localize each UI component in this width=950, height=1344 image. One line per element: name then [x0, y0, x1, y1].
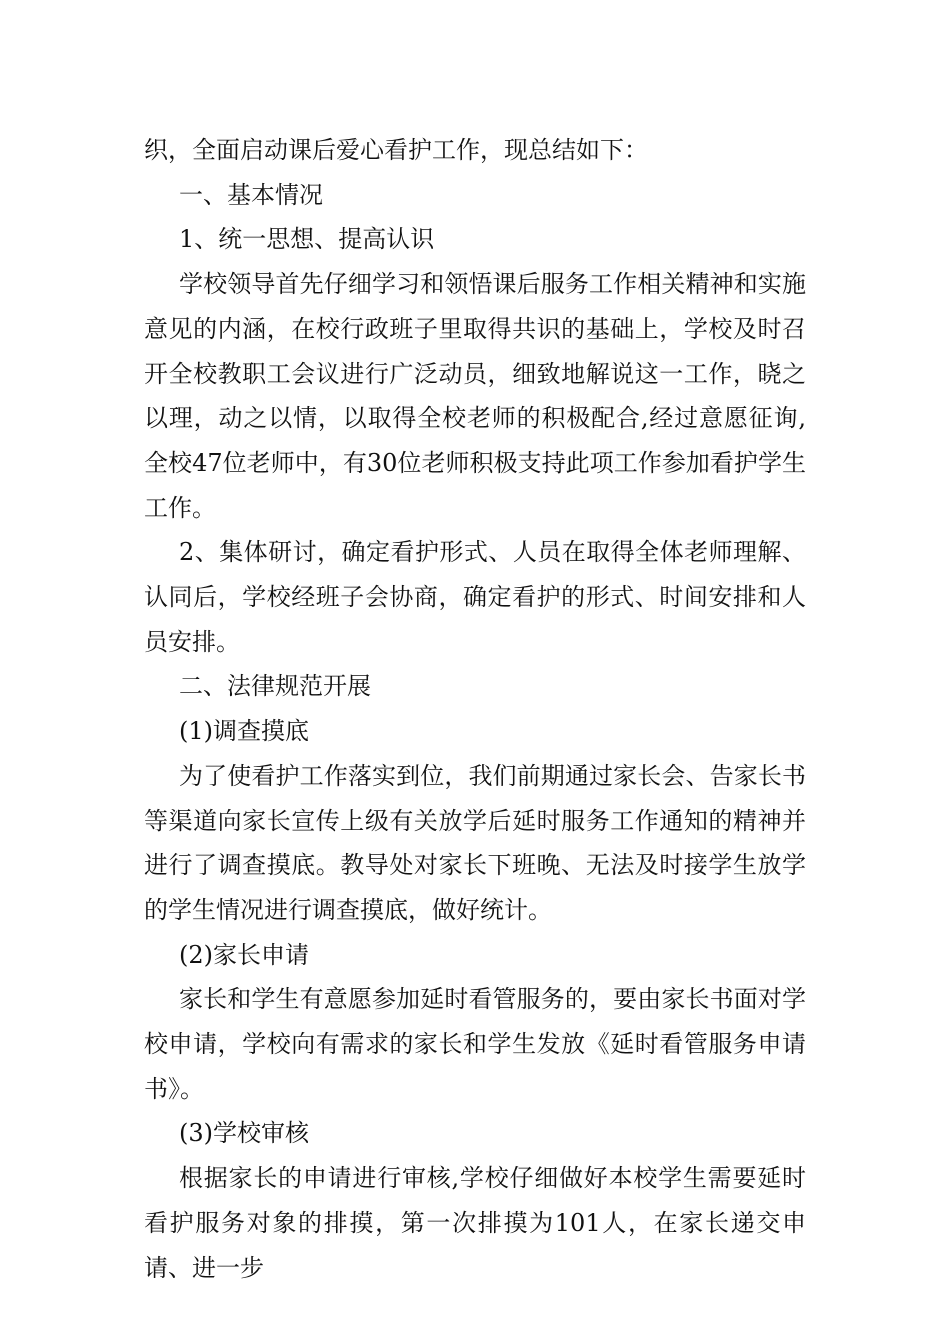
- paragraph-collective-discussion: 2、集体研讨，确定看护形式、人员在取得全体老师理解、认同后，学校经班子会协商，确定看护的形式、时间安排和人员安排。: [144, 538, 806, 656]
- paragraph-survey: 为了使看护工作落实到位，我们前期通过家长会、告家长书等渠道向家长宣传上级有关放学后延时服务工作通知的精神并进行了调查摸底。教导处对家长下班晚、无法及时接学生放学的学生情况进行调查摸底，做好统计。: [144, 761, 806, 924]
- subheading-parent-application: (2)家长申请: [179, 940, 309, 969]
- paragraph-parent-application: 家长和学生有意愿参加延时看管服务的，要由家长书面对学校申请，学校向有需求的家长和学生发放《延时看管服务申请书》。: [144, 985, 806, 1103]
- paragraph-leadership-study: 学校领导首先仔细学习和领悟课后服务工作相关精神和实施意见的内涵，在校行政班子里取得共识的基础上，学校及时召开全校教职工会议进行广泛动员，细致地解说这一工作，晓之以理，动之以情，以取得全校老师的积极配合,经过意愿征询,全校47位老师中，有30位老师积极支持此项工作参加看护学生工作。: [144, 270, 806, 522]
- paragraph-continuation: 织，全面启动课后爱心看护工作，现总结如下：: [144, 136, 648, 164]
- section-heading-legal-norms: 二、法律规范开展: [179, 672, 371, 701]
- subheading-survey: (1)调查摸底: [179, 717, 309, 746]
- section-heading-basic-situation: 一、基本情况: [179, 180, 323, 209]
- document-body: [144, 128, 806, 1290]
- subheading-school-review: (3)学校审核: [179, 1119, 309, 1148]
- subheading-unify-thinking: 1、统一思想、提高认识: [179, 225, 435, 254]
- paragraph-school-review: 根据家长的申请进行审核,学校仔细做好本校学生需要延时看护服务对象的排摸，第一次排摸为101人，在家长递交申请、进一步: [144, 1164, 806, 1282]
